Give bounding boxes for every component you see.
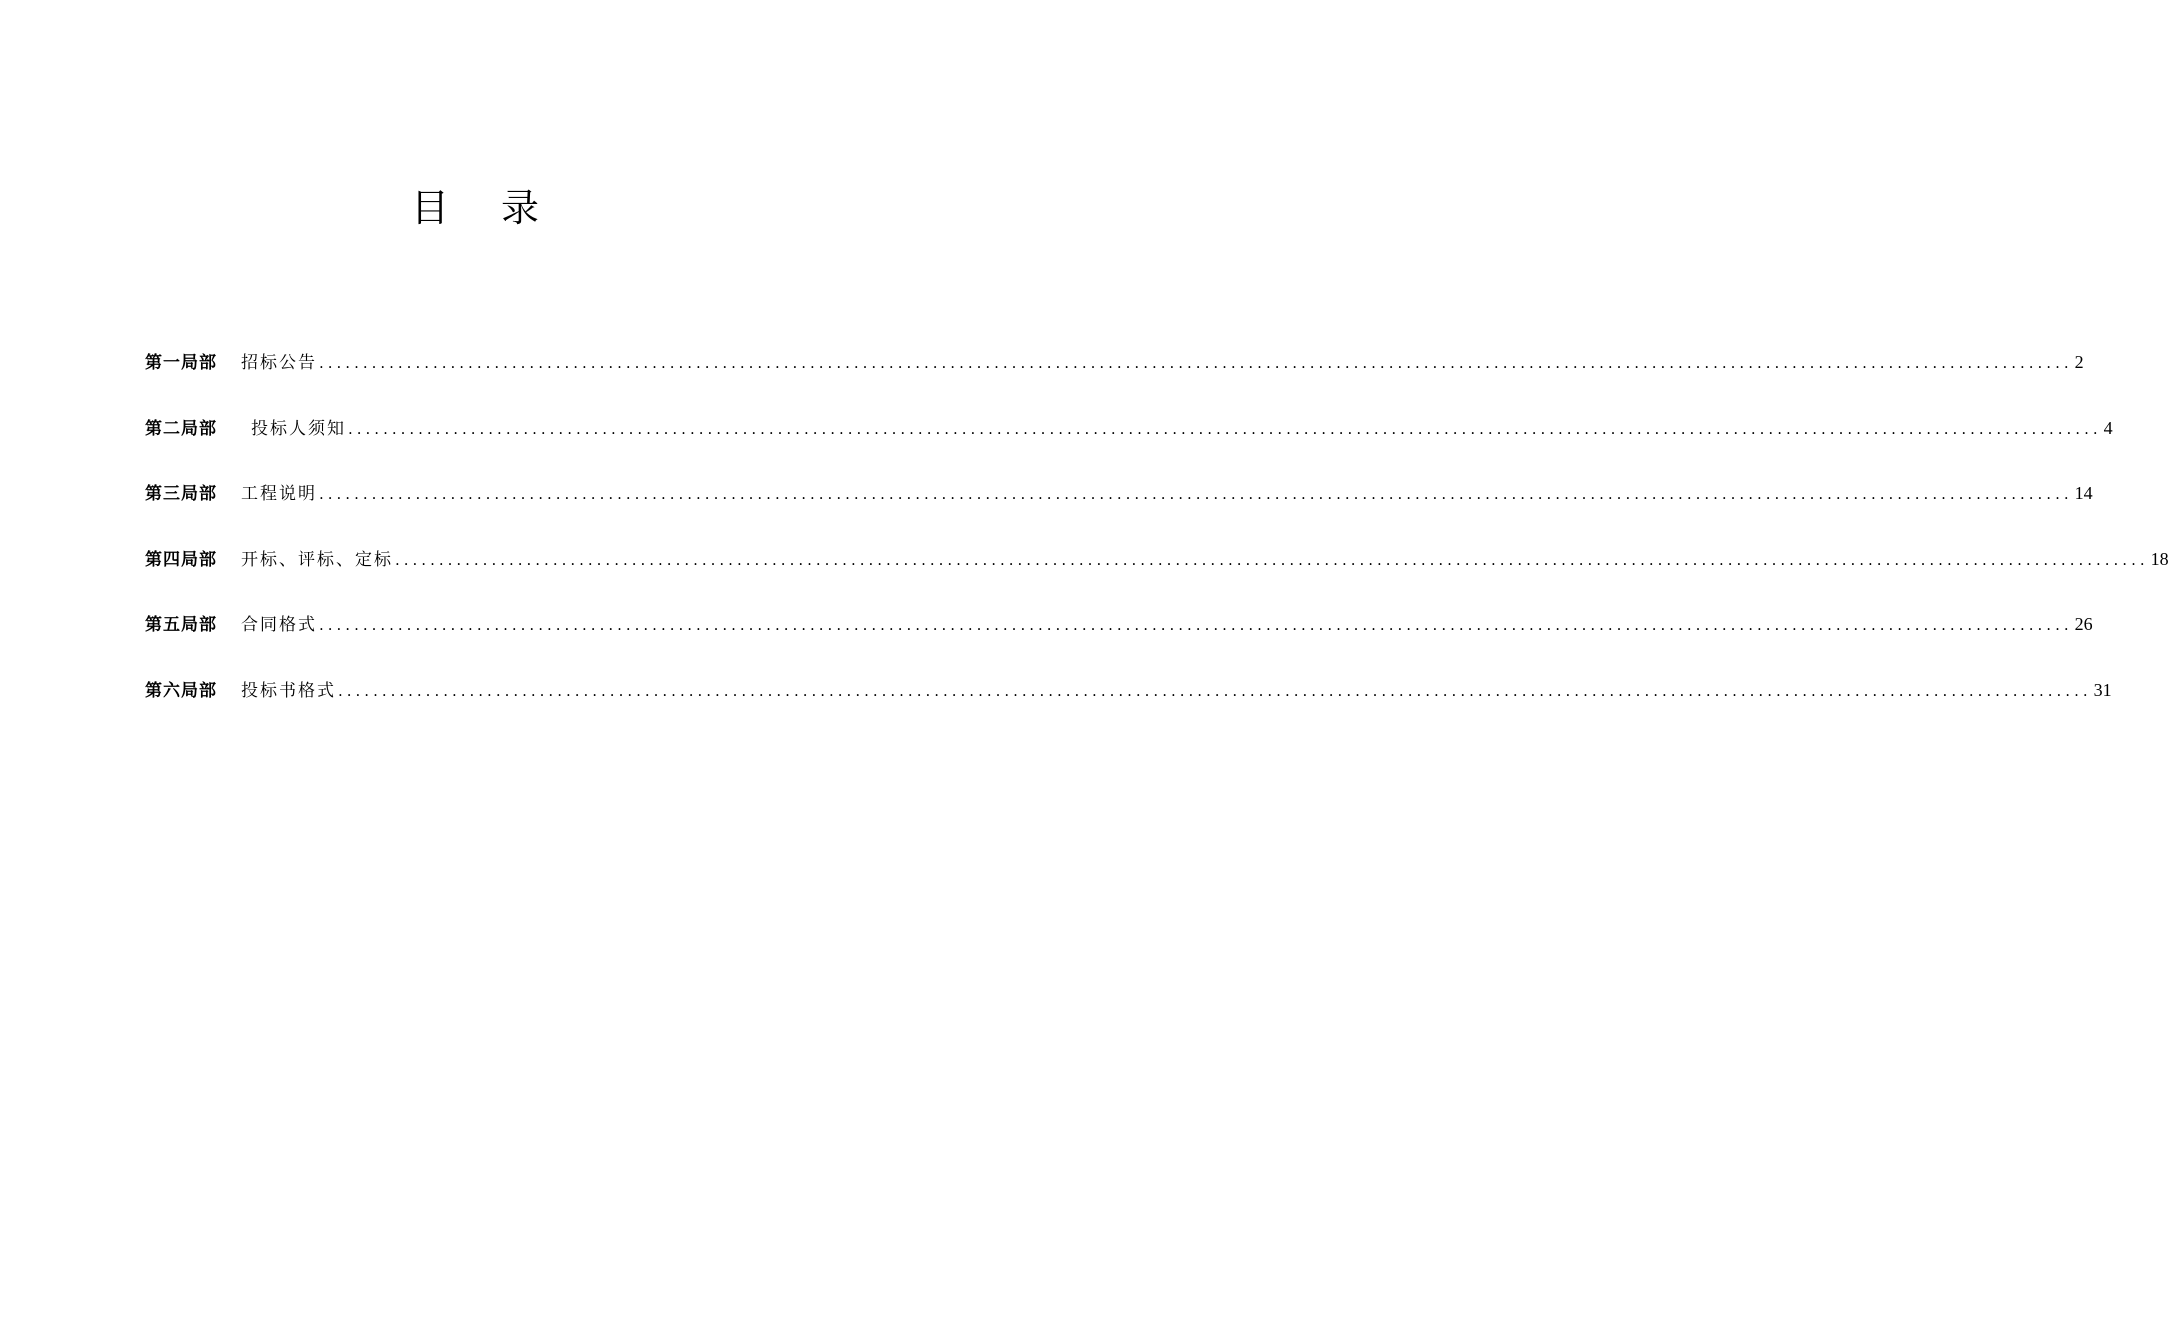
- toc-entry[interactable]: [145, 410, 2113, 476]
- toc-entry[interactable]: [145, 475, 2093, 541]
- toc-entry-name: 工程说明: [241, 484, 317, 505]
- toc-entry[interactable]: [145, 606, 2093, 672]
- toc-entry-leader: ........................................................................................................................................................................................................: [395, 550, 2149, 569]
- toc-entry-leader: ........................................................................................................................................................................................................: [319, 616, 2073, 635]
- toc-list: [145, 344, 2169, 738]
- toc-entry-page: 4: [2103, 417, 2113, 438]
- toc-entry-name: 投标书格式: [241, 680, 336, 701]
- toc-entry-name: 投标人须知: [251, 418, 346, 439]
- toc-title-char-1: 目: [410, 186, 449, 230]
- toc-entry-part: 第六局部: [145, 680, 217, 701]
- toc-entry-leader: ........................................................................................................................................................................................................: [338, 681, 2092, 700]
- toc-entry-page: 26: [2074, 614, 2093, 635]
- toc-entry-page: 31: [2093, 679, 2112, 700]
- toc-entry-leader: ........................................................................................................................................................................................................: [348, 419, 2102, 438]
- toc-title-char-2: 录: [501, 186, 540, 230]
- toc-entry-leader: ........................................................................................................................................................................................................: [319, 485, 2073, 504]
- toc-entry-page: 18: [2150, 548, 2169, 569]
- toc-entry-part: 第五局部: [145, 615, 217, 636]
- toc-entry-page: 14: [2074, 483, 2093, 504]
- toc-entry[interactable]: [145, 344, 2084, 410]
- toc-entry[interactable]: [145, 672, 2112, 738]
- toc-entry-name: 招标公告: [241, 353, 317, 373]
- toc-entry-leader: ........................................................................................................................................................................................................: [319, 354, 2073, 372]
- toc-entry-name: 开标、评标、定标: [241, 549, 393, 570]
- toc-entry[interactable]: [145, 541, 2169, 607]
- toc-title: [0, 182, 950, 234]
- toc-entry-page: 2: [2074, 352, 2084, 372]
- toc-entry-part: 第四局部: [145, 549, 217, 570]
- toc-entry-part: 第一局部: [145, 353, 217, 373]
- toc-entry-part: 第二局部: [145, 418, 217, 439]
- toc-entry-name: 合同格式: [241, 615, 317, 636]
- toc-entry-part: 第三局部: [145, 484, 217, 505]
